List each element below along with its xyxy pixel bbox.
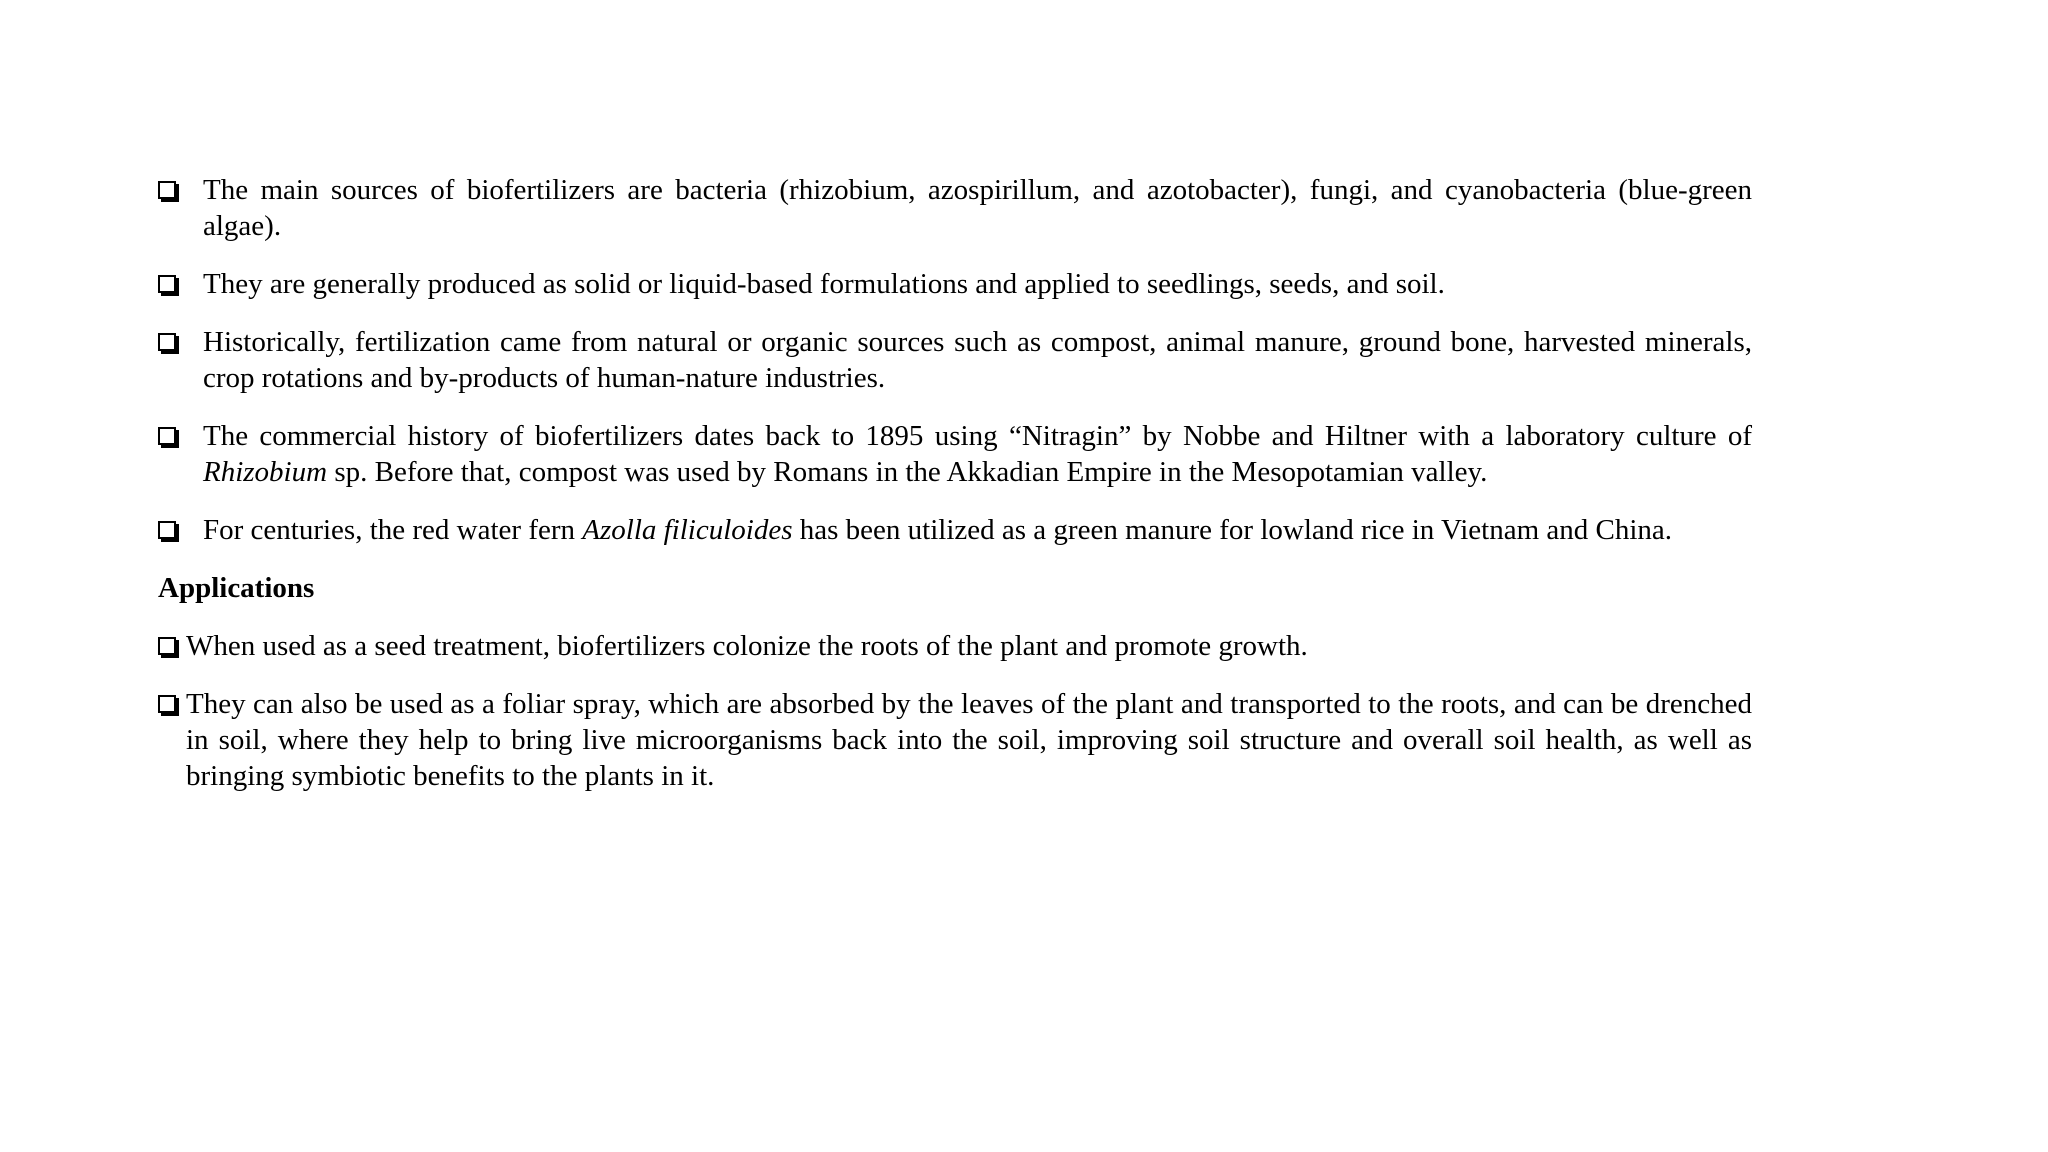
application-item-seed-treatment xyxy=(158,628,1752,664)
bullet-text-before: For centuries, the red water fern xyxy=(203,514,583,546)
bullet-text: Historically, fertilization came from natural or organic sources such as compost, animal manure, ground bone, harvested minerals, crop rotations and by-products of human-nature industries. xyxy=(203,326,1752,394)
bullet-item-commercial-history xyxy=(158,418,1752,490)
applications-heading: Applications xyxy=(158,572,315,604)
application-text: When used as a seed treatment, biofertilizers colonize the roots of the plant and promote growth. xyxy=(186,630,1308,662)
checkbox-square-icon xyxy=(158,427,176,445)
bullet-text-after: has been utilized as a green manure for lowland rice in Vietnam and China. xyxy=(792,514,1673,546)
checkbox-square-icon xyxy=(158,637,176,655)
bullet-item-azolla xyxy=(158,512,1752,548)
bullet-item-formulations xyxy=(158,266,1752,302)
bullet-text: They are generally produced as solid or liquid-based formulations and applied to seedlings, seeds, and soil. xyxy=(203,268,1445,300)
application-item-foliar-spray xyxy=(158,686,1752,794)
checkbox-square-icon xyxy=(158,333,176,351)
checkbox-square-icon xyxy=(158,275,176,293)
checkbox-square-icon xyxy=(158,695,176,713)
bullet-text xyxy=(203,418,1752,490)
bullet-text-before: The commercial history of biofertilizers dates back to 1895 using “Nitragin” by Nobbe and Hiltner with a laboratory culture of xyxy=(203,420,1752,452)
slide-content xyxy=(158,172,1752,816)
bullet-item-history xyxy=(158,324,1752,396)
checkbox-square-icon xyxy=(158,521,176,539)
main-bullet-list xyxy=(158,172,1752,548)
bullet-text-after: sp. Before that, compost was used by Romans in the Akkadian Empire in the Mesopotamian valley. xyxy=(327,456,1488,488)
applications-list xyxy=(158,628,1752,794)
species-name-italic: Rhizobium xyxy=(203,456,328,488)
bullet-text xyxy=(203,512,1752,548)
application-text: They can also be used as a foliar spray, which are absorbed by the leaves of the plant and transported to the roots, and can be drenched in soil, where they help to bring live microorganisms back into the soil, improving soil structure and overall soil health, as well as bringing symbiotic benefits to the plants in it. xyxy=(186,688,1752,792)
species-name-italic: Azolla filiculoides xyxy=(582,514,793,546)
checkbox-square-icon xyxy=(158,181,176,199)
bullet-item-sources xyxy=(158,172,1752,244)
bullet-text: The main sources of biofertilizers are bacteria (rhizobium, azospirillum, and azotobacter), fungi, and cyanobacteria (blue-green algae). xyxy=(203,174,1752,242)
